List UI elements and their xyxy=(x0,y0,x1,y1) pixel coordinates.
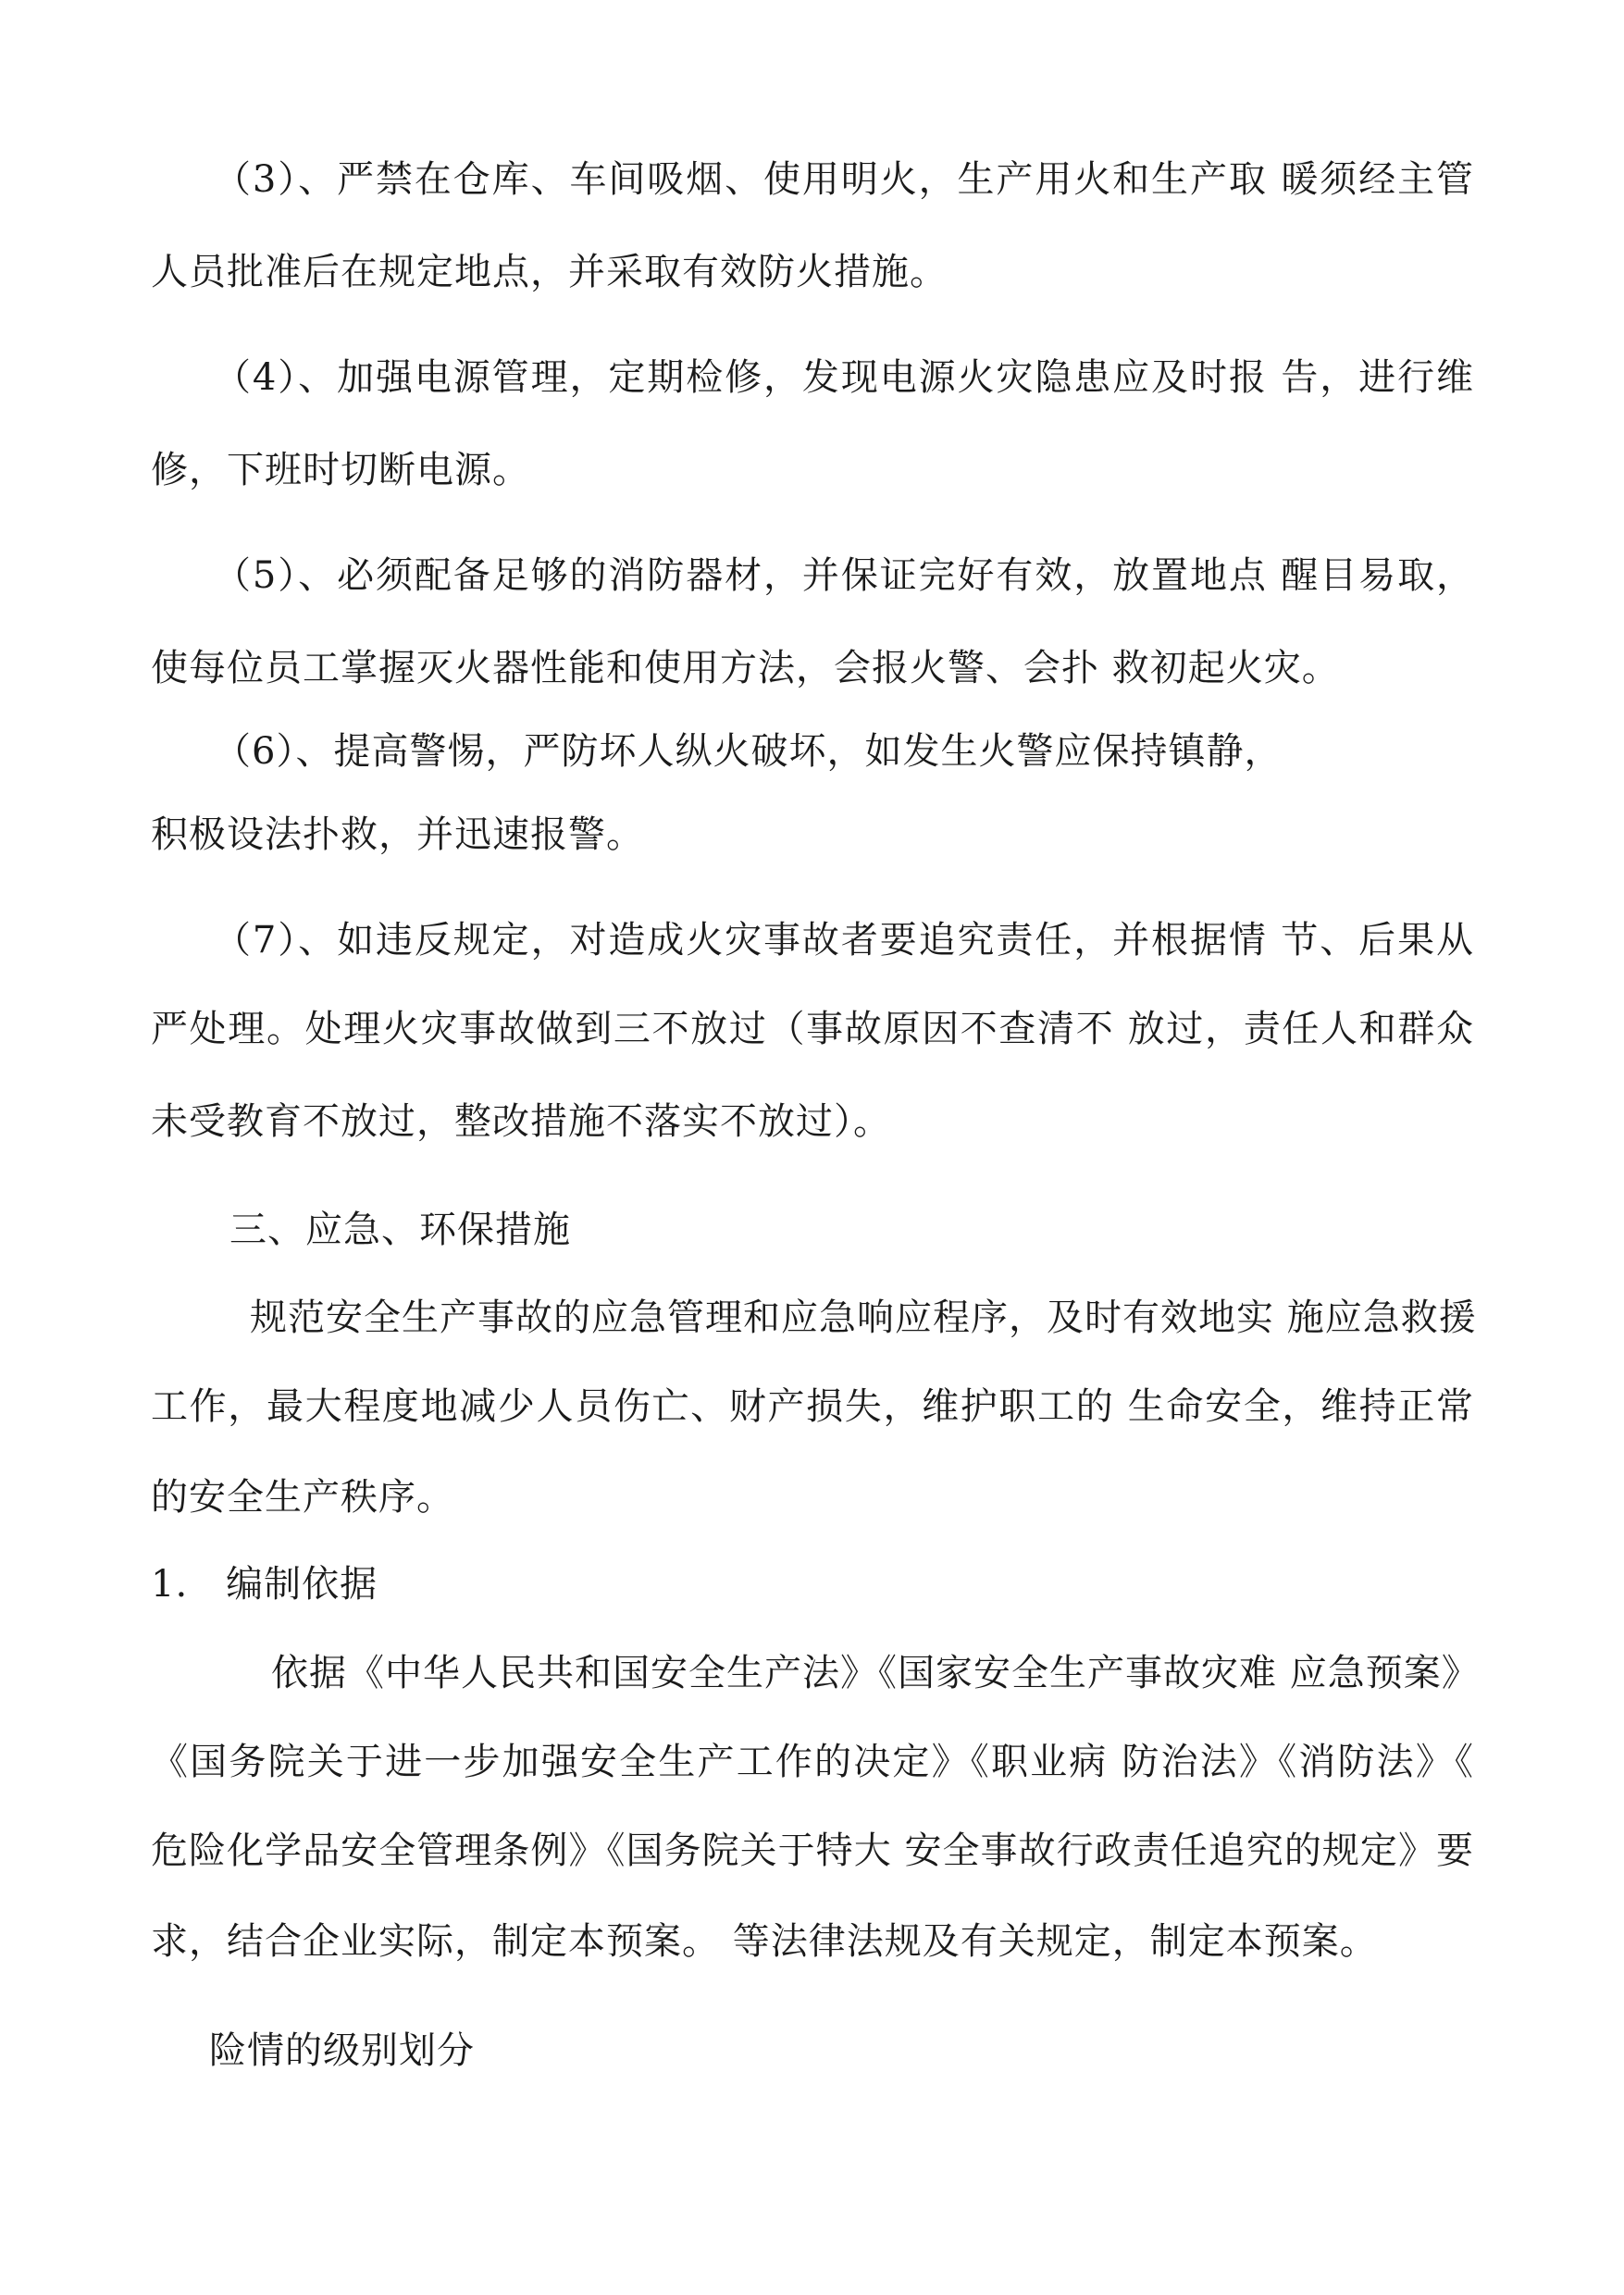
para-3-line-1: （3）、严禁在仓库、车间吸烟、使用明火，生产用火和生产取 暖须经主管 xyxy=(214,158,1474,201)
basis-line-1: 依据《中华人民共和国安全生产法》《国家安全生产事故灾难 应急预案》 xyxy=(271,1652,1480,1694)
basis-heading: 1. 编制依据 xyxy=(151,1563,378,1606)
section-3-line-3: 的安全生产秩序。 xyxy=(151,1476,454,1519)
basis-line-3: 危险化学品安全管理条例》《国务院关于特大 安全事故行政责任追究的规定》要 xyxy=(151,1830,1474,1872)
para-4-line-2: 修，下班时切断电源。 xyxy=(151,449,530,491)
section-3-heading: 三、应急、环保措施 xyxy=(229,1209,571,1251)
para-5-line-1: （5）、必须配备足够的消防器材，并保证完好有效，放置地点 醒目易取， xyxy=(214,554,1474,597)
para-6-line-2: 积极设法扑救，并迅速报警。 xyxy=(151,813,644,856)
para-6-line-1: （6）、提高警惕，严防坏人纵火破坏，如发生火警应保持镇静， xyxy=(214,730,1283,773)
para-4-line-1: （4）、加强电源管理，定期检修，发现电源火灾隐患应及时报 告，进行维 xyxy=(214,356,1474,399)
levels-heading: 险情的级别划分 xyxy=(209,2029,475,2072)
para-7-line-1: （7）、如违反规定，对造成火灾事故者要追究责任，并根据情 节、后果从 xyxy=(214,919,1474,961)
section-3-line-2: 工作，最大程度地减少人员伤亡、财产损失，维护职工的 生命安全，维持正常 xyxy=(151,1385,1474,1428)
basis-line-4: 求，结合企业实际，制定本预案。 等法律法规及有关规定，制定本预案。 xyxy=(151,1920,1378,1963)
para-5-line-2: 使每位员工掌握灭火器性能和使用方法，会报火警、会扑 救初起火灾。 xyxy=(151,647,1340,689)
para-3-line-2: 人员批准后在规定地点，并采取有效防火措施。 xyxy=(151,251,948,293)
section-3-line-1: 规范安全生产事故的应急管理和应急响应程序，及时有效地实 施应急救援 xyxy=(250,1296,1477,1339)
para-7-line-3: 未受教育不放过，整改措施不落实不放过）。 xyxy=(151,1100,891,1143)
para-7-line-2: 严处理。处理火灾事故做到三不放过（事故原因不查清不 放过，责任人和群众 xyxy=(151,1008,1474,1050)
basis-line-2: 《国务院关于进一步加强安全生产工作的决定》《职业病 防治法》《消防法》《 xyxy=(151,1741,1474,1783)
